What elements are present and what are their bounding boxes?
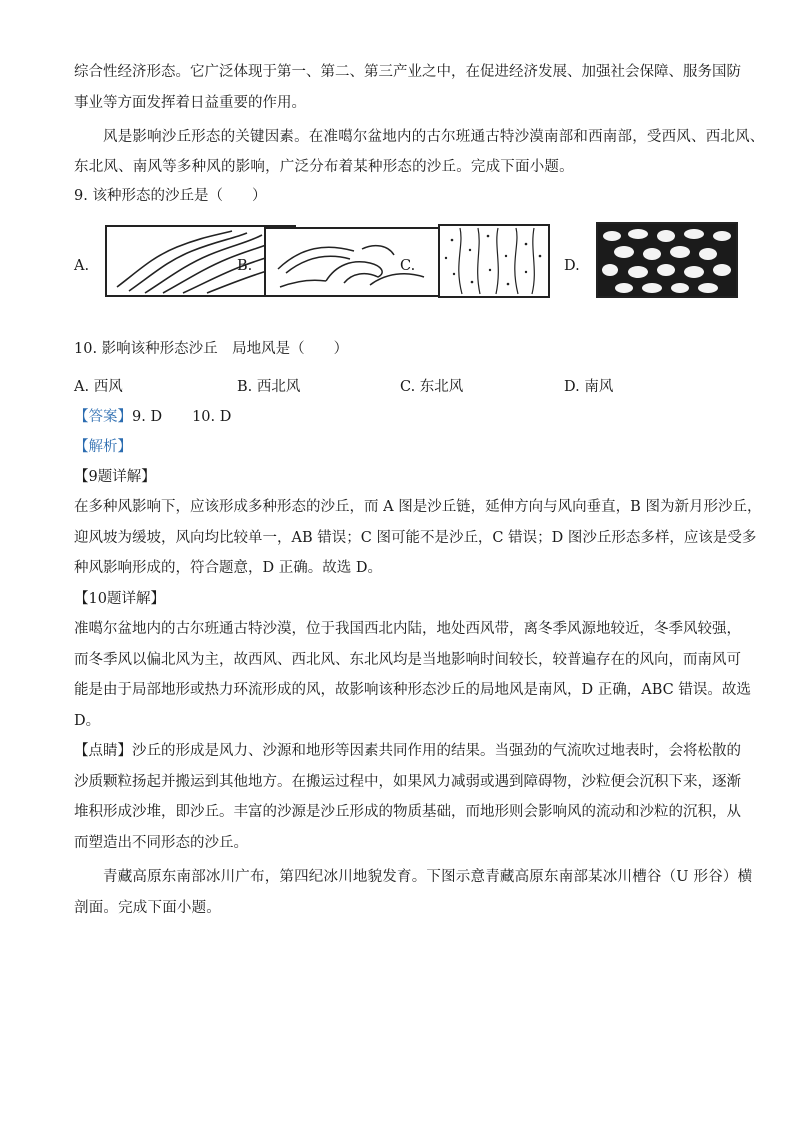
detail-10-title: 【10题详解】	[74, 591, 165, 607]
q9-option-c-label: C.	[400, 258, 416, 274]
detail-9-line-2: 迎风坡为缓坡，风向均比较单一，AB 错误；C 图可能不是沙丘，C 错误；D 图沙丘形态多样，应该是受多	[74, 530, 757, 546]
passage-line-2: 东北风、南风等多种风的影响，广泛分布着某种形态的沙丘。完成下面小题。	[74, 159, 574, 175]
q9-option-b-label: B.	[237, 258, 253, 274]
question-9-stem: 9. 该种形态的沙丘是（ ）	[74, 188, 267, 204]
analysis-tag: 【解析】	[74, 439, 132, 455]
linear-ridge-dune-icon	[440, 226, 548, 296]
q10-option-c-text: 东北风	[419, 379, 464, 395]
q9-option-b-figure	[264, 227, 448, 297]
q10-option-b	[237, 377, 300, 397]
detail-9-line-3: 种风影响形成的，符合题意，D 正确。故选 D。	[74, 560, 382, 576]
next-passage-line-1: 青藏高原东南部冰川广布，第四纪冰川地貌发育。下图示意青藏高原东南部某冰川槽谷（U 形谷）横	[103, 869, 753, 885]
detail-10-line-1: 准噶尔盆地内的古尔班通古特沙漠，位于我国西北内陆，地处西风带，离冬季风源地较近，冬季风较强，	[74, 621, 741, 637]
q10-option-d-label: D.	[564, 379, 580, 395]
q10-option-c	[400, 377, 463, 397]
answer-q10: 10. D	[192, 409, 232, 425]
q10-option-b-label: B.	[237, 379, 253, 395]
detail-9-title: 【9题详解】	[74, 469, 156, 485]
q10-option-a-label: A.	[74, 379, 90, 395]
question-10-stem: 10. 影响该种形态沙丘 局地风是（ ）	[74, 341, 349, 357]
detail-10-line-2: 而冬季风以偏北风为主，故西风、西北风、东北风均是当地影响时间较长，较普遍存在的风向，而南风可	[74, 652, 741, 668]
q9-option-a-label: A.	[74, 258, 90, 274]
answer-tag: 【答案】	[74, 409, 132, 425]
tip-line-1: 【点睛】沙丘的形成是风力、沙源和地形等因素共同作用的结果。当强劲的气流吹过地表时，会将松散的	[74, 743, 741, 759]
q10-option-a-text: 西风	[93, 379, 123, 395]
detail-9-line-1: 在多种风影响下，应该形成多种形态的沙丘，而 A 图是沙丘链，延伸方向与风向垂直，B 图为新月形沙丘，	[74, 499, 762, 515]
q10-option-a	[74, 377, 123, 397]
q9-option-c-figure	[438, 224, 550, 298]
passage-line-1: 风是影响沙丘形态的关键因素。在准噶尔盆地内的古尔班通古特沙漠南部和西南部，受西风、西北风、	[103, 129, 765, 145]
next-passage-line-2: 剖面。完成下面小题。	[74, 900, 221, 916]
q10-option-c-label: C.	[400, 379, 416, 395]
q10-option-d-text: 南风	[584, 379, 614, 395]
q10-option-b-text: 西北风	[256, 379, 301, 395]
detail-10-line-4: D。	[74, 713, 101, 729]
q10-option-d	[564, 377, 613, 397]
crescent-barchan-dune-icon	[266, 229, 446, 295]
answer-q9: 9. D	[132, 409, 163, 425]
honeycomb-dune-icon	[598, 224, 736, 296]
answer-line	[74, 407, 231, 427]
tip-line-4: 而塑造出不同形态的沙丘。	[74, 835, 248, 851]
tip-line-3: 堆积形成沙堆，即沙丘。丰富的沙源是沙丘形成的物质基础，而地形则会影响风的流动和沙粒的沉积，从	[74, 804, 741, 820]
intro-line-1: 综合性经济形态。它广泛体现于第一、第二、第三产业之中，在促进经济发展、加强社会保障、服务国防	[74, 64, 741, 80]
q9-option-d-figure	[596, 222, 738, 298]
q9-option-d-label: D.	[564, 258, 580, 274]
tip-line-2: 沙质颗粒扬起并搬运到其他地方。在搬运过程中，如果风力减弱或遇到障碍物，沙粒便会沉积下来，逐渐	[74, 774, 741, 790]
intro-line-2: 事业等方面发挥着日益重要的作用。	[74, 95, 306, 111]
detail-10-line-3: 能是由于局部地形或热力环流形成的风，故影响该种形态沙丘的局地风是南风，D 正确，ABC 错误。故选	[74, 682, 751, 698]
